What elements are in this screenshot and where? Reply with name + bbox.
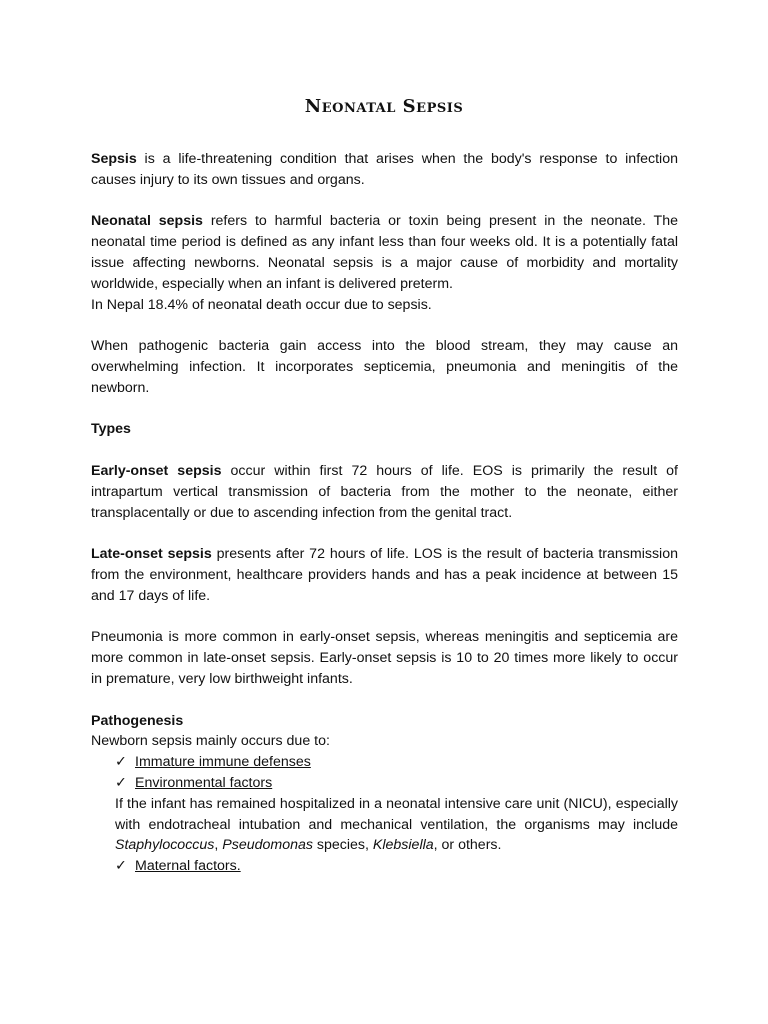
pathogenesis-list-continued [91, 856, 678, 877]
organism-staphylococcus: Staphylococcus [115, 837, 215, 854]
early-onset-paragraph [91, 461, 678, 523]
list-item [115, 856, 678, 877]
neonatal-sepsis-paragraph [91, 211, 678, 294]
pneumonia-paragraph: Pneumonia is more common in early-onset sepsis, whereas meningitis and septicemia are more common in late-onset sepsis. Early-onset sepsis is 10 to 20 times more likely to occur in premature, very low birthweight infants. [91, 629, 678, 687]
pathogenesis-intro: Newborn sepsis mainly occurs due to: [91, 733, 330, 750]
pathogenesis-heading [91, 711, 678, 732]
separator-text: species, [312, 837, 373, 854]
organism-klebsiella: Klebsiella [372, 837, 434, 854]
early-onset-term: Early-onset sepsis [91, 462, 222, 479]
checkmark-icon: ✓ [115, 858, 127, 875]
organism-pseudomonas: Pseudomonas [222, 837, 313, 854]
neonatal-sepsis-text: refers to harmful bacteria or toxin being present in the neonate. The neonatal time period is defined as any infant less than four weeks old. It is a potentially fatal issue affecting newborns. Neonatal sepsis is a major cause of morbidity and mortality worldwide, especially when an infant is delivered preterm. [91, 213, 678, 292]
spacer [91, 399, 678, 420]
separator-text: , or others. [433, 837, 502, 854]
document-body [91, 149, 678, 877]
late-onset-paragraph [91, 544, 678, 606]
spacer [91, 440, 678, 461]
page-title: Neonatal Sepsis [304, 96, 464, 117]
nicu-paragraph [91, 794, 678, 856]
late-onset-text: presents after 72 hours of life. LOS is the result of bacteria transmission from the environment, healthcare providers hands and has a peak incidence at between 15 and 17 days of life. [91, 546, 678, 604]
neonatal-sepsis-term: Neonatal sepsis [91, 213, 203, 230]
checkmark-icon: ✓ [115, 774, 127, 791]
spacer [91, 523, 678, 544]
late-onset-term: Late-onset sepsis [91, 546, 212, 563]
early-onset-text: occur within first 72 hours of life. EOS is primarily the result of intrapartum vertical transmission of bacteria from the mother to the neonate, either transplacentally or due to ascending infection from the genital tract. [91, 462, 678, 521]
list-item-label: Maternal factors. [135, 858, 241, 875]
list-item-label: Environmental factors [135, 774, 273, 791]
spacer [91, 191, 678, 212]
list-item-label: Immature immune defenses [135, 754, 311, 771]
spacer [91, 690, 678, 711]
types-heading [91, 419, 678, 440]
list-item [115, 752, 678, 773]
checkmark-icon: ✓ [115, 754, 127, 771]
pathogenesis-list [91, 752, 678, 794]
nicu-text: If the infant has remained hospitalized in a neonatal intensive care unit (NICU), especially with endotracheal intubation and mechanical ventilation, the organisms may include [115, 795, 678, 833]
pathogenesis-heading-text: Pathogenesis [91, 712, 184, 729]
separator-text: , [214, 837, 223, 854]
spacer [91, 315, 678, 336]
sepsis-definition-paragraph [91, 149, 678, 191]
types-heading-text: Types [91, 421, 131, 438]
list-item [115, 773, 678, 794]
pathogenic-bacteria-paragraph: When pathogenic bacteria gain access into the blood stream, they may cause an overwhelming infection. It incorporates septicemia, pneumonia and meningitis of the newborn. [91, 338, 678, 396]
sepsis-definition-text: is a life-threatening condition that arises when the body's response to infection causes injury to its own tissues and organs. [91, 151, 678, 188]
nepal-statistic: In Nepal 18.4% of neonatal death occur due to sepsis. [91, 296, 432, 313]
spacer [91, 607, 678, 628]
sepsis-term: Sepsis [91, 151, 137, 167]
